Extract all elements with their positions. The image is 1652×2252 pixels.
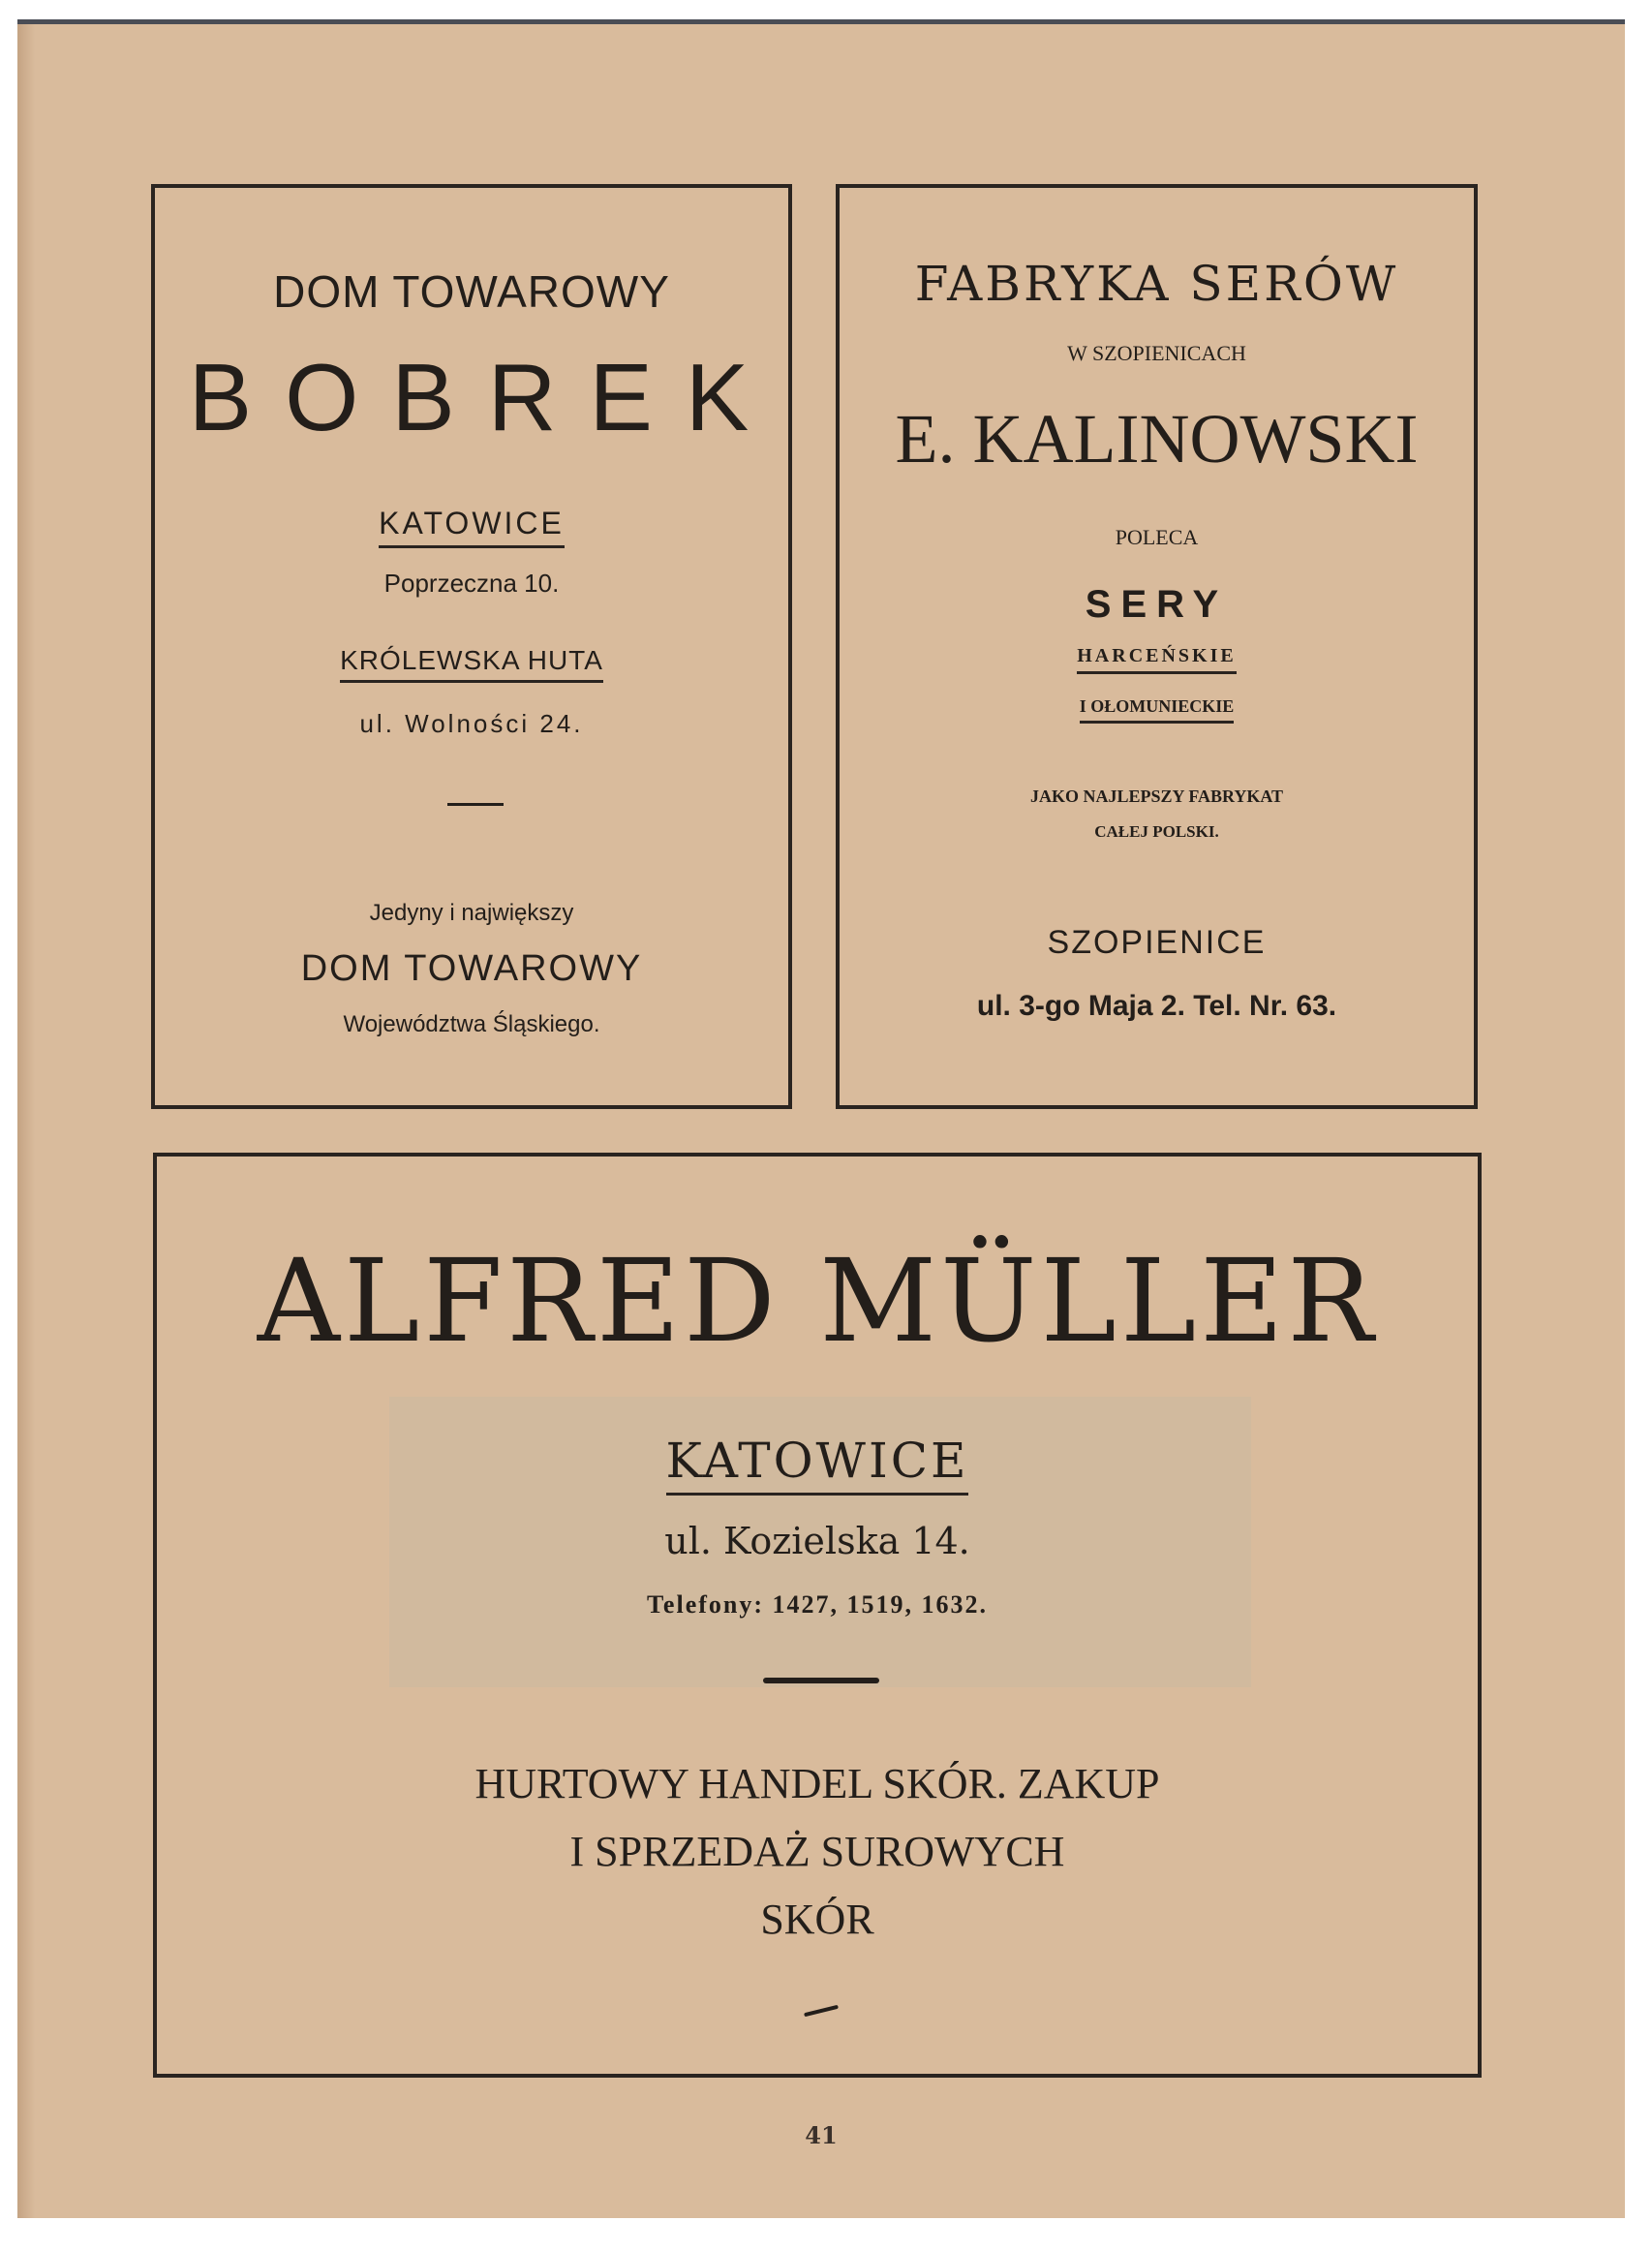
muller-city-text: KATOWICE — [666, 1433, 969, 1496]
kalinowski-line1: FABRYKA SERÓW — [914, 256, 1399, 312]
bobrek-divider — [447, 803, 504, 806]
ad-muller — [153, 1153, 1482, 2078]
kalinowski-line2: W SZOPIENICACH — [1067, 341, 1246, 365]
bobrek-addr1: Poprzeczna 10. — [383, 569, 560, 598]
bobrek-tag1: Jedyny i największy — [369, 900, 574, 926]
muller-end-mark — [804, 2005, 839, 2018]
bobrek-tag3: Województwa Śląskiego. — [343, 1011, 600, 1037]
muller-city — [157, 1433, 1478, 1496]
bobrek-tag2: DOM TOWAROWY — [300, 948, 643, 989]
kalinowski-slogan2: CAŁEJ POLSKI. — [1094, 822, 1219, 841]
bobrek-city1-text: KATOWICE — [379, 506, 565, 548]
muller-desc2: I SPRZEDAŻ SUROWYCH — [569, 1828, 1065, 1875]
kalinowski-name: E. KALINOWSKI — [895, 400, 1419, 478]
bobrek-city2-text: KRÓLEWSKA HUTA — [340, 645, 603, 683]
bobrek-line1: DOM TOWAROWY — [273, 266, 670, 317]
bobrek-name: BOBREK — [188, 344, 782, 450]
bobrek-city2 — [155, 645, 788, 683]
muller-phones: Telefony: 1427, 1519, 1632. — [646, 1590, 989, 1619]
ad-kalinowski — [836, 184, 1478, 1109]
muller-desc1: HURTOWY HANDEL SKÓR. ZAKUP — [474, 1760, 1160, 1807]
page — [17, 19, 1625, 2218]
muller-name: ALFRED MÜLLER — [257, 1234, 1378, 1368]
kalinowski-type2-text: I OŁOMUNIECKIE — [1080, 696, 1235, 724]
kalinowski-type1 — [840, 645, 1474, 674]
bobrek-addr2: ul. Wolności 24. — [359, 709, 584, 738]
kalinowski-poleca: POLECA — [1115, 525, 1199, 549]
kalinowski-type1-text: HARCEŃSKIE — [1077, 645, 1236, 674]
bobrek-city1 — [155, 506, 788, 548]
muller-desc3: SKÓR — [760, 1896, 874, 1943]
page-number: 41 — [805, 2121, 838, 2149]
kalinowski-city: SZOPIENICE — [1047, 924, 1267, 961]
kalinowski-addr: ul. 3-go Maja 2. Tel. Nr. 63. — [976, 990, 1337, 1022]
kalinowski-type2 — [840, 696, 1474, 724]
kalinowski-sery: SERY — [1085, 583, 1229, 626]
muller-ornament — [763, 1678, 879, 1683]
kalinowski-slogan1: JAKO NAJLEPSZY FABRYKAT — [1029, 787, 1284, 806]
muller-addr: ul. Kozielska 14. — [664, 1520, 970, 1562]
ad-bobrek — [151, 184, 792, 1109]
